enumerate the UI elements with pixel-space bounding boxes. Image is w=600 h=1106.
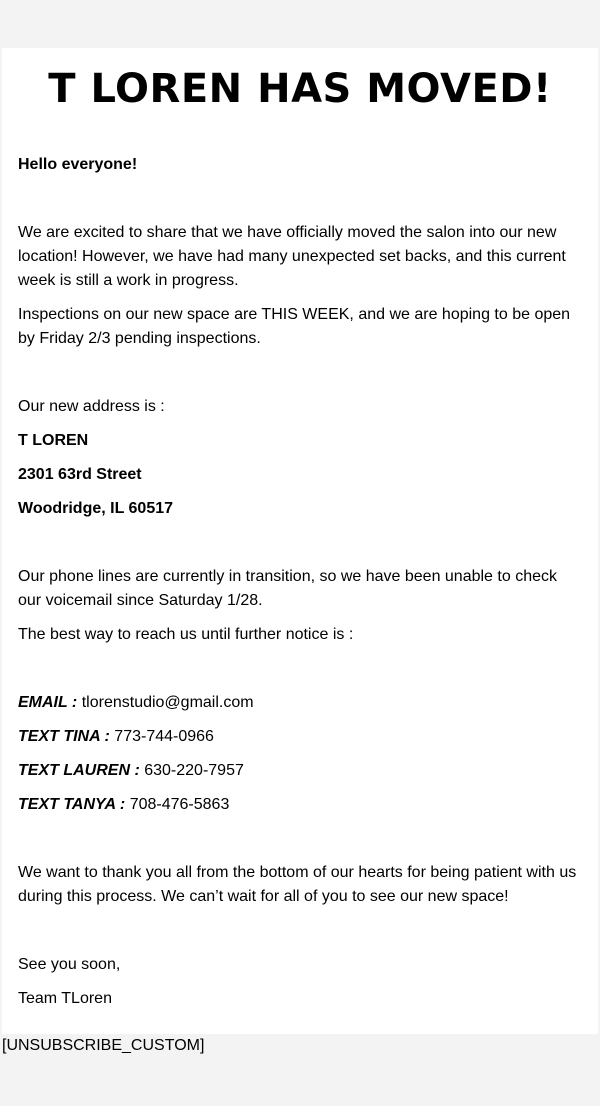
phone-number[interactable]: 630-220-7957 <box>144 762 244 779</box>
headline: T LOREN HAS MOVED! <box>48 66 552 112</box>
intro-paragraph: We are excited to share that we have officially moved the salon into our new location! However, we have had many unexpected set backs, and this current week is still a work in progress. <box>18 224 566 289</box>
email-body <box>2 48 598 1034</box>
signoff-team: Team TLoren <box>18 990 112 1007</box>
inspections-paragraph: Inspections on our new space are THIS WEEK, and we are hoping to be open by Friday 2/3 pending inspections. <box>18 306 571 347</box>
contact-tanya <box>18 793 582 817</box>
greeting: Hello everyone! <box>18 156 138 173</box>
thanks-paragraph: We want to thank you all from the bottom of our hearts for being patient with us during this process. We can’t wait for all of you to see our new space! <box>18 864 577 905</box>
address-name: T LOREN <box>18 432 89 449</box>
address-city: Woodridge, IL 60517 <box>18 500 174 517</box>
reach-paragraph: The best way to reach us until further notice is : <box>18 626 354 643</box>
contact-label: TEXT LAUREN : <box>18 762 140 779</box>
phone-number[interactable]: 708-476-5863 <box>129 796 230 813</box>
contact-label: TEXT TANYA : <box>18 796 126 813</box>
contact-lauren <box>18 759 582 783</box>
contact-label: EMAIL : <box>18 694 78 711</box>
address-intro: Our new address is : <box>18 398 165 415</box>
email-link[interactable]: tlorenstudio@gmail.com <box>81 694 254 711</box>
contact-email <box>18 691 582 715</box>
phone-paragraph: Our phone lines are currently in transition, so we have been unable to check our voicemail since Saturday 1/28. <box>18 568 557 609</box>
contact-label: TEXT TINA : <box>18 728 110 745</box>
signoff-line: See you soon, <box>18 956 121 973</box>
phone-number[interactable]: 773-744-0966 <box>114 728 214 745</box>
unsubscribe-link[interactable]: [UNSUBSCRIBE_CUSTOM] <box>2 1037 205 1054</box>
address-street: 2301 63rd Street <box>18 466 142 483</box>
contact-tina <box>18 725 582 749</box>
